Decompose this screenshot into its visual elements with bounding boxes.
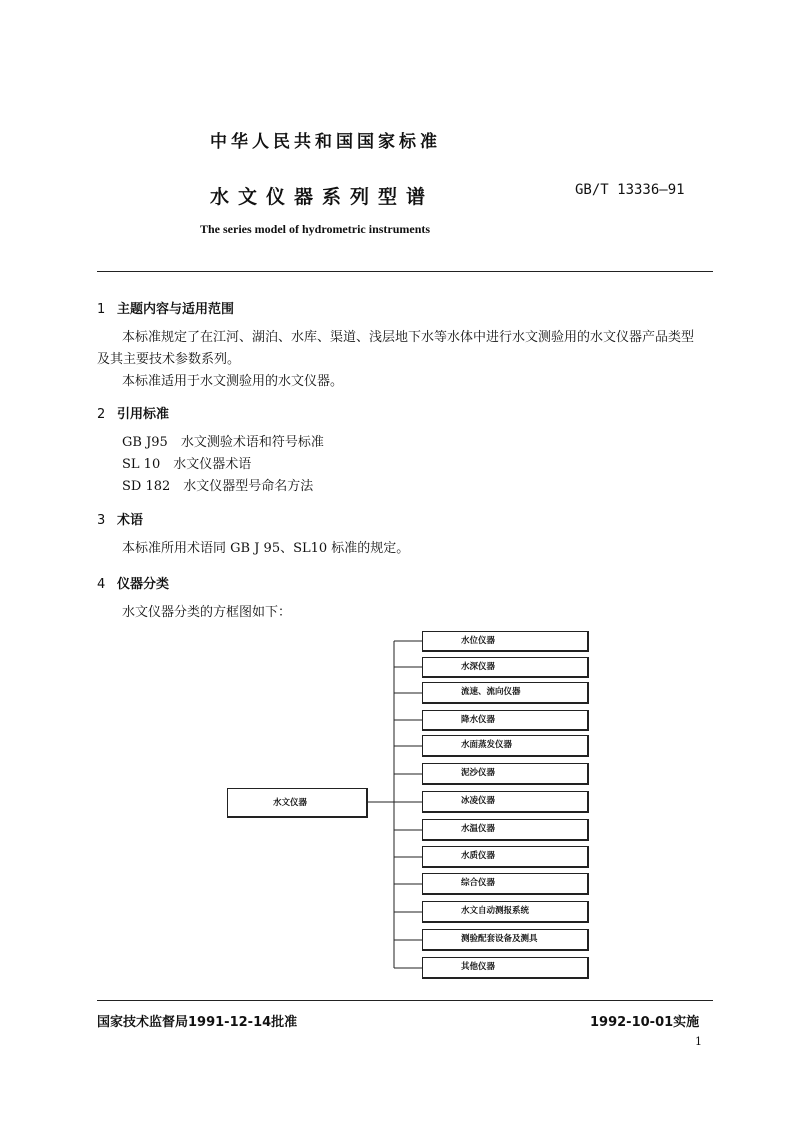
- section-title: 主题内容与适用范围: [117, 302, 235, 317]
- document-title: 水文仪器系列型谱: [210, 186, 435, 208]
- category-box: 水位仪器: [422, 631, 589, 652]
- category-box: 流速、流向仪器: [422, 682, 589, 704]
- effective-date: 1992-10-01实施: [590, 1015, 700, 1030]
- standard-code: GB/T 13336—91: [575, 182, 685, 198]
- section-3-para: 本标准所用术语同 GB J 95、SL10 标准的规定。: [122, 541, 410, 556]
- section-number: 2: [97, 407, 106, 422]
- category-box: 其他仪器: [422, 957, 589, 979]
- category-box: 水面蒸发仪器: [422, 735, 589, 757]
- page-number: 1: [695, 1035, 702, 1048]
- section-title: 术语: [117, 513, 144, 528]
- section-number: 3: [97, 513, 106, 528]
- reference-item: SL 10 水文仪器术语: [122, 457, 252, 472]
- section-number: 1: [97, 302, 106, 317]
- category-box: 冰凌仪器: [422, 791, 589, 813]
- section-1-para-1-cont: 及其主要技术参数系列。: [97, 352, 241, 367]
- section-title: 引用标准: [117, 407, 170, 422]
- category-box: 水文自动测报系统: [422, 901, 589, 923]
- national-standard-heading: 中华人民共和国国家标准: [210, 132, 441, 152]
- root-box: 水文仪器: [227, 788, 368, 818]
- category-box: 水温仪器: [422, 819, 589, 841]
- reference-item: GB J95 水文测验术语和符号标准: [122, 435, 324, 450]
- category-box: 综合仪器: [422, 873, 589, 895]
- footer-divider: [97, 1000, 713, 1001]
- category-box: 水深仪器: [422, 657, 589, 678]
- section-1-para-1: 本标准规定了在江河、湖泊、水库、渠道、浅层地下水等水体中进行水文测验用的水文仪器产品类型: [122, 330, 695, 345]
- category-box: 测验配套设备及测具: [422, 929, 589, 951]
- section-4-para: 水文仪器分类的方框图如下：: [122, 605, 292, 620]
- section-1-para-2: 本标准适用于水文测验用的水文仪器。: [122, 374, 344, 389]
- english-title: The series model of hydrometric instruments: [200, 222, 431, 236]
- category-box: 水质仪器: [422, 846, 589, 868]
- approval-date: 国家技术监督局1991-12-14批准: [97, 1015, 298, 1030]
- category-box: 降水仪器: [422, 710, 589, 731]
- category-box: 泥沙仪器: [422, 763, 589, 785]
- section-title: 仪器分类: [117, 577, 170, 592]
- section-number: 4: [97, 577, 106, 592]
- reference-item: SD 182 水文仪器型号命名方法: [122, 479, 314, 494]
